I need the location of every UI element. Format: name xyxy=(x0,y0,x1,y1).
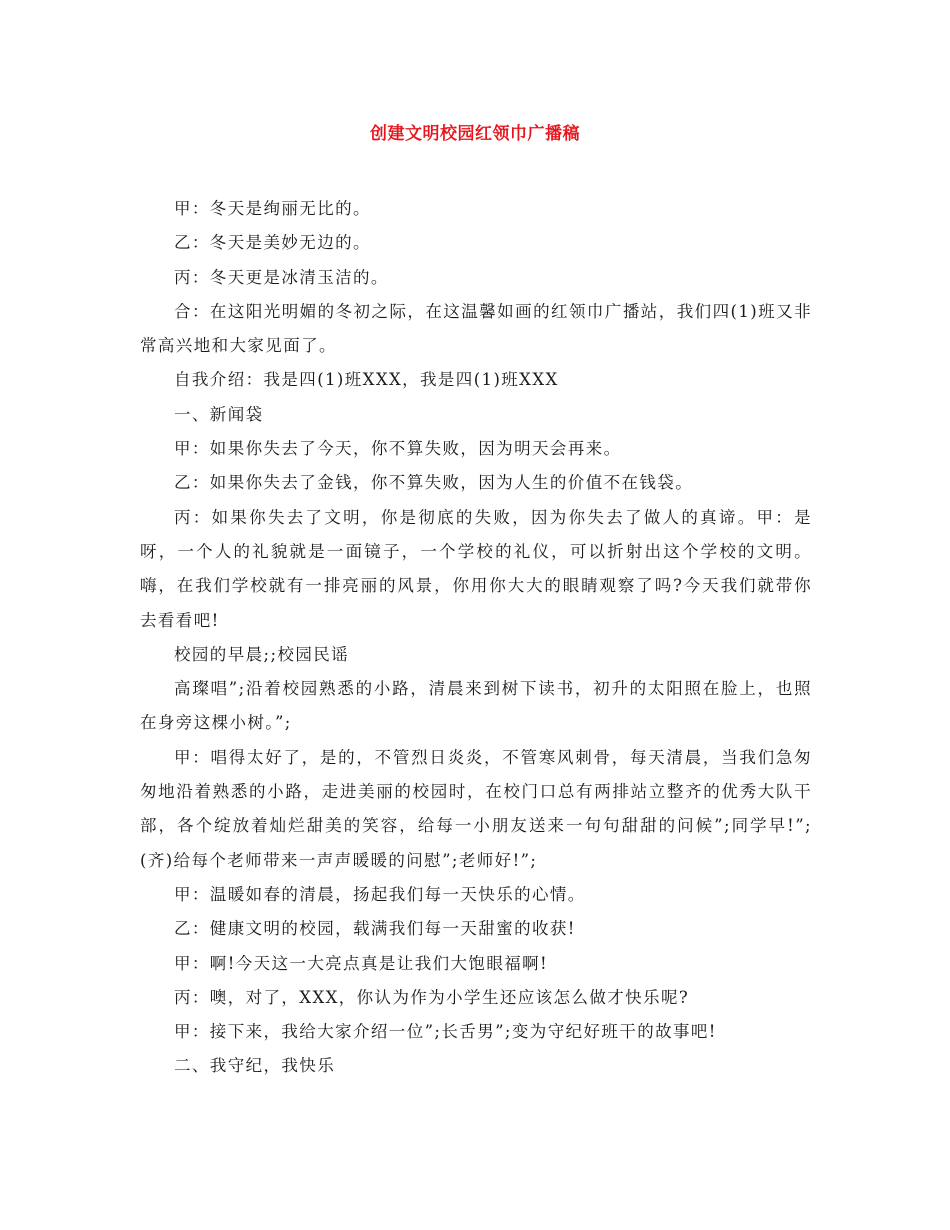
paragraph: 丙：噢，对了，XXX，你认为作为小学生还应该怎么做才快乐呢? xyxy=(174,987,690,1007)
section-heading: 一、新闻袋 xyxy=(174,404,264,424)
paragraph: 甲：接下来，我给大家介绍一位”;长舌男”;变为守纪好班干的故事吧! xyxy=(174,1022,717,1042)
paragraph: 乙：如果你失去了金钱，你不算失败，因为人生的价值不在钱袋。 xyxy=(174,473,694,493)
paragraph: 校园的早晨;;校园民谣 xyxy=(174,644,350,664)
paragraph: 自我介绍：我是四(1)班XXX，我是四(1)班XXX xyxy=(174,370,559,390)
document-body xyxy=(140,192,812,1084)
paragraph: 丙：如果你失去了文明，你是彻底的失败，因为你失去了做人的真谛。甲：是呀，一个人的礼貌就是一面镜子，一个学校的礼仪，可以折射出这个学校的文明。嗨，在我们学校就有一排亮丽的风景，你用你大大的眼睛观察了吗?今天我们就带你去看看吧! xyxy=(140,507,812,630)
paragraph: 丙：冬天更是冰清玉洁的。 xyxy=(174,267,389,287)
paragraph: 甲：冬天是绚丽无比的。 xyxy=(174,199,371,218)
section-heading: 二、我守纪，我快乐 xyxy=(174,1056,336,1076)
paragraph: 甲：如果你失去了今天，你不算失败，因为明天会再来。 xyxy=(174,439,622,459)
paragraph: 甲：啊!今天这一大亮点真是让我们大饱眼福啊! xyxy=(174,953,549,973)
paragraph: 乙：冬天是美妙无边的。 xyxy=(174,233,371,253)
paragraph: 甲：温暖如春的清晨，扬起我们每一天快乐的心情。 xyxy=(174,884,586,904)
document-title: 创建文明校园红领巾广播稿 xyxy=(370,124,580,144)
paragraph: 高璨唱”;沿着校园熟悉的小路，清晨来到树下读书，初升的太阳照在脸上，也照在身旁这棵小树。”; xyxy=(140,679,812,733)
paragraph: 甲：唱得太好了，是的，不管烈日炎炎，不管寒风刺骨，每天清晨，当我们急匆匆地沿着熟悉的小路，走进美丽的校园时，在校门口总有两排站立整齐的优秀大队干部，各个绽放着灿烂甜美的笑容，给每一小朋友送来一句句甜甜的问候”;同学早!”;(齐)给每个老师带来一声声暖暖的问慰”;老师好!”; xyxy=(140,747,812,870)
paragraph: 合：在这阳光明媚的冬初之际，在这温馨如画的红领巾广播站，我们四(1)班又非常高兴地和大家见面了。 xyxy=(140,301,812,356)
paragraph: 乙：健康文明的校园，载满我们每一天甜蜜的收获! xyxy=(174,919,576,939)
